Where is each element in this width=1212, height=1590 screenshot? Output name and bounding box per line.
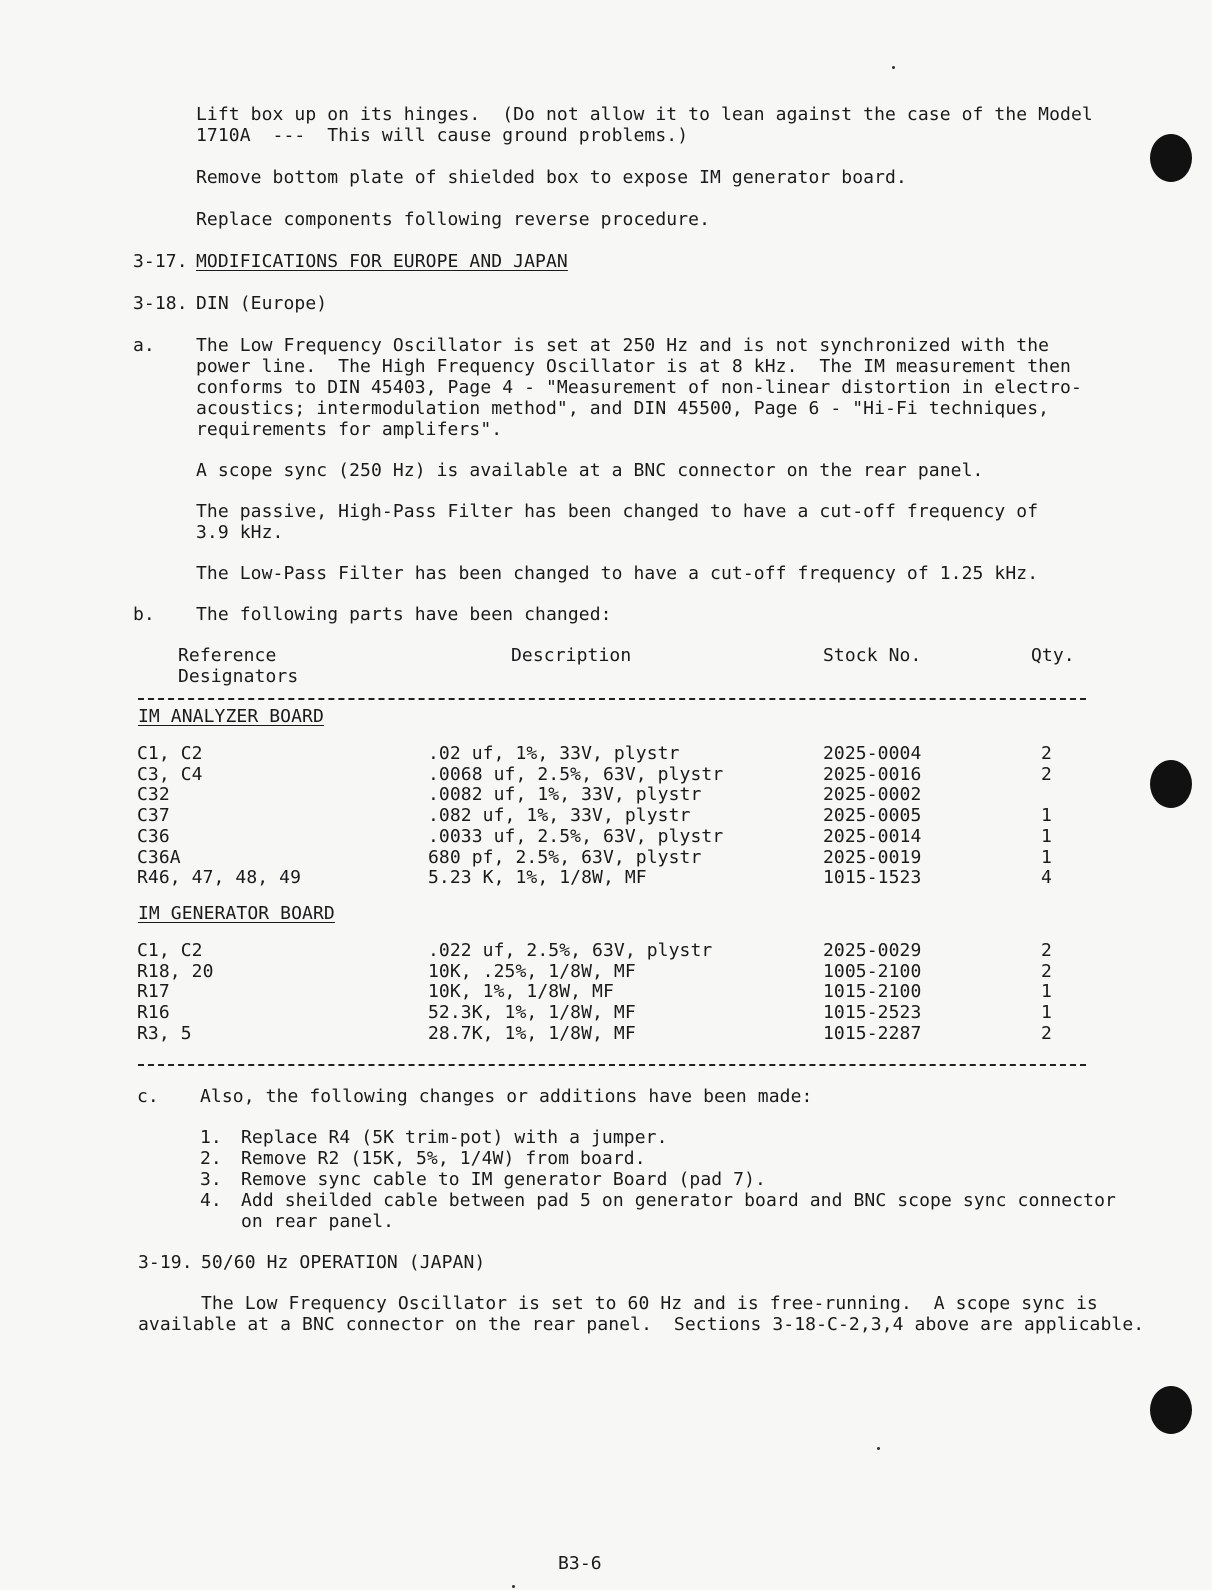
analyzer-row-ref: C36 bbox=[137, 825, 170, 847]
generator-row-description: 28.7K, 1%, 1/8W, MF bbox=[428, 1022, 636, 1044]
scan-speck bbox=[512, 1585, 515, 1588]
section-3-18-number: 3-18. bbox=[133, 293, 188, 314]
analyzer-row-description: .0033 uf, 2.5%, 63V, plystr bbox=[428, 825, 724, 847]
binder-hole-bottom bbox=[1150, 1386, 1192, 1434]
generator-row-qty: 1 bbox=[1041, 1002, 1052, 1024]
scan-speck bbox=[877, 1447, 880, 1450]
analyzer-row-ref: C36A bbox=[137, 846, 181, 868]
analyzer-row-ref: C32 bbox=[137, 784, 170, 806]
change-4-number: 4. bbox=[200, 1190, 222, 1211]
generator-row-stock-no: 1015-2100 bbox=[823, 981, 922, 1003]
generator-row-ref: C1, C2 bbox=[137, 940, 203, 961]
analyzer-row-stock-no: 2025-0014 bbox=[823, 825, 922, 847]
item-a-line-2: power line. The High Frequency Oscillator is at 8 kHz. The IM measurement then bbox=[196, 356, 1071, 377]
generator-row-ref: R16 bbox=[137, 1002, 170, 1024]
analyzer-row-ref: C1, C2 bbox=[137, 743, 203, 764]
intro-paragraph-3: Replace components following reverse procedure. bbox=[196, 209, 711, 230]
binder-hole-middle bbox=[1150, 760, 1192, 808]
analyzer-row-stock-no: 2025-0019 bbox=[823, 846, 922, 868]
item-a-line-3: conforms to DIN 45403, Page 4 - "Measurement of non-linear distortion in electro- bbox=[196, 377, 1082, 398]
intro-line-1: Lift box up on its hinges. (Do not allow it to lean against the case of the Model bbox=[196, 104, 1093, 125]
header-stock-no: Stock No. bbox=[823, 645, 922, 666]
generator-row-description: 10K, .25%, 1/8W, MF bbox=[428, 960, 636, 982]
analyzer-row-stock-no: 2025-0002 bbox=[823, 784, 922, 806]
analyzer-row-description: 680 pf, 2.5%, 63V, plystr bbox=[428, 846, 702, 868]
analyzer-board-title: IM ANALYZER BOARD bbox=[138, 706, 324, 727]
analyzer-row-stock-no: 2025-0016 bbox=[823, 763, 922, 785]
generator-row-stock-no: 2025-0029 bbox=[823, 940, 922, 961]
analyzer-row-description: .0068 uf, 2.5%, 63V, plystr bbox=[428, 763, 724, 785]
header-description: Description bbox=[511, 645, 632, 666]
table-top-rule bbox=[138, 698, 1086, 700]
analyzer-row-description: 5.23 K, 1%, 1/8W, MF bbox=[428, 867, 647, 889]
high-pass-line-2: 3.9 kHz. bbox=[196, 522, 284, 543]
analyzer-row-ref: C3, C4 bbox=[137, 763, 203, 785]
section-3-19-number: 3-19. bbox=[138, 1252, 193, 1273]
analyzer-row-qty: 4 bbox=[1041, 867, 1052, 889]
item-a-marker: a. bbox=[133, 335, 155, 356]
generator-row-description: 52.3K, 1%, 1/8W, MF bbox=[428, 1002, 636, 1024]
change-3-number: 3. bbox=[200, 1169, 222, 1190]
generator-row-description: 10K, 1%, 1/8W, MF bbox=[428, 981, 614, 1003]
binder-hole-top bbox=[1150, 134, 1192, 182]
generator-row-description: .022 uf, 2.5%, 63V, plystr bbox=[428, 940, 713, 961]
item-b-text: The following parts have been changed: bbox=[196, 604, 612, 625]
section-3-17-title: MODIFICATIONS FOR EUROPE AND JAPAN bbox=[196, 251, 568, 272]
generator-row-qty: 2 bbox=[1041, 1022, 1052, 1044]
change-2-text: Remove R2 (15K, 5%, 1/4W) from board. bbox=[241, 1148, 646, 1169]
section-3-19-line-1: The Low Frequency Oscillator is set to 60 Hz and is free-running. A scope sync is bbox=[201, 1293, 1098, 1314]
header-qty: Qty. bbox=[1031, 645, 1075, 666]
header-reference: Reference bbox=[178, 645, 277, 666]
table-bottom-rule bbox=[138, 1064, 1086, 1066]
analyzer-row-qty: 1 bbox=[1041, 846, 1052, 868]
item-a-line-1: The Low Frequency Oscillator is set at 250 Hz and is not synchronized with the bbox=[196, 335, 1050, 356]
header-designators: Designators bbox=[178, 666, 299, 687]
item-c-text: Also, the following changes or additions have been made: bbox=[200, 1086, 813, 1107]
change-3-text: Remove sync cable to IM generator Board (pad 7). bbox=[241, 1169, 766, 1190]
analyzer-row-stock-no: 2025-0005 bbox=[823, 805, 922, 827]
generator-row-ref: R17 bbox=[137, 981, 170, 1003]
section-3-17-number: 3-17. bbox=[133, 251, 188, 272]
generator-row-qty: 1 bbox=[1041, 981, 1052, 1003]
change-4-continuation: on rear panel. bbox=[241, 1211, 395, 1232]
analyzer-row-stock-no: 2025-0004 bbox=[823, 743, 922, 764]
section-3-18-title: DIN (Europe) bbox=[196, 293, 328, 314]
change-4-text: Add sheilded cable between pad 5 on generator board and BNC scope sync connector bbox=[241, 1190, 1116, 1211]
analyzer-row-qty: 2 bbox=[1041, 743, 1052, 764]
generator-row-stock-no: 1005-2100 bbox=[823, 960, 922, 982]
item-c-marker: c. bbox=[137, 1086, 159, 1107]
intro-paragraph-2: Remove bottom plate of shielded box to expose IM generator board. bbox=[196, 167, 907, 188]
generator-row-stock-no: 1015-2523 bbox=[823, 1002, 922, 1024]
generator-board-title: IM GENERATOR BOARD bbox=[138, 903, 335, 924]
intro-line-2: 1710A --- This will cause ground problems.) bbox=[196, 125, 689, 146]
analyzer-row-stock-no: 1015-1523 bbox=[823, 867, 922, 889]
analyzer-row-qty: 1 bbox=[1041, 805, 1052, 827]
generator-row-qty: 2 bbox=[1041, 940, 1052, 961]
generator-row-qty: 2 bbox=[1041, 960, 1052, 982]
item-b-marker: b. bbox=[133, 604, 155, 625]
change-1-text: Replace R4 (5K trim-pot) with a jumper. bbox=[241, 1127, 668, 1148]
change-1-number: 1. bbox=[200, 1127, 222, 1148]
analyzer-row-description: .082 uf, 1%, 33V, plystr bbox=[428, 805, 691, 827]
analyzer-row-ref: C37 bbox=[137, 805, 170, 827]
scope-sync-text: A scope sync (250 Hz) is available at a BNC connector on the rear panel. bbox=[196, 460, 984, 481]
change-2-number: 2. bbox=[200, 1148, 222, 1169]
generator-row-stock-no: 1015-2287 bbox=[823, 1022, 922, 1044]
section-3-19-title: 50/60 Hz OPERATION (JAPAN) bbox=[201, 1252, 486, 1273]
high-pass-line-1: The passive, High-Pass Filter has been changed to have a cut-off frequency of bbox=[196, 501, 1039, 522]
generator-row-ref: R3, 5 bbox=[137, 1022, 192, 1044]
low-pass-text: The Low-Pass Filter has been changed to have a cut-off frequency of 1.25 kHz. bbox=[196, 563, 1039, 584]
scan-speck bbox=[892, 66, 895, 69]
item-a-line-5: requirements for amplifers". bbox=[196, 419, 503, 440]
page-number: B3-6 bbox=[558, 1553, 602, 1574]
analyzer-row-qty: 1 bbox=[1041, 825, 1052, 847]
analyzer-row-description: .0082 uf, 1%, 33V, plystr bbox=[428, 784, 702, 806]
analyzer-row-ref: R46, 47, 48, 49 bbox=[137, 867, 302, 889]
generator-row-ref: R18, 20 bbox=[137, 960, 214, 982]
section-3-19-line-2: available at a BNC connector on the rear panel. Sections 3-18-C-2,3,4 above are applicable. bbox=[138, 1314, 1145, 1335]
item-a-line-4: acoustics; intermodulation method", and DIN 45500, Page 6 - "Hi-Fi techniques, bbox=[196, 398, 1050, 419]
analyzer-row-description: .02 uf, 1%, 33V, plystr bbox=[428, 743, 680, 764]
analyzer-row-qty: 2 bbox=[1041, 763, 1052, 785]
